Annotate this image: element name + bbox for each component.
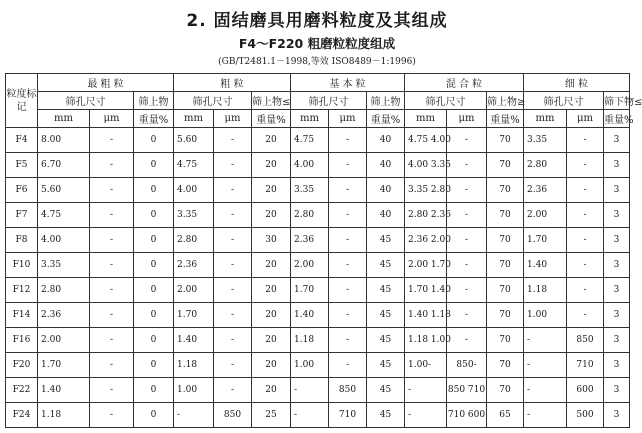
table-cell: 0 xyxy=(134,178,174,203)
table-cell: - xyxy=(291,378,329,403)
table-cell: 40 xyxy=(367,203,405,228)
table-cell: - xyxy=(567,178,604,203)
table-cell: 4.75 xyxy=(174,153,214,178)
grain-size-table xyxy=(5,73,642,428)
table-cell: 3 xyxy=(604,303,630,328)
table-cell: - xyxy=(90,403,134,428)
table-cell: 4.00 xyxy=(38,228,90,253)
table-cell: 0 xyxy=(134,153,174,178)
table-cell: - xyxy=(214,178,252,203)
table-cell: - xyxy=(329,178,367,203)
grit-designation-cell: F10 xyxy=(6,253,38,278)
header-row-groups xyxy=(6,74,630,92)
table-cell: 40 xyxy=(367,178,405,203)
unit-um: μm xyxy=(447,110,487,128)
grit-designation-cell: F8 xyxy=(6,228,38,253)
table-cell: 30 xyxy=(252,228,291,253)
table-cell: 500 xyxy=(567,403,604,428)
table-cell: 1.40 xyxy=(524,253,567,278)
table-cell: - xyxy=(447,303,487,328)
table-cell: 850 xyxy=(214,403,252,428)
header-row-units xyxy=(6,110,630,128)
table-cell: - xyxy=(567,303,604,328)
table-cell: 40 xyxy=(367,153,405,178)
table-cell: 1.40 xyxy=(174,328,214,353)
table-cell: 3.35 xyxy=(291,178,329,203)
table-cell: 1.70 xyxy=(291,278,329,303)
table-cell: 2.00 xyxy=(38,328,90,353)
table-cell: - xyxy=(567,228,604,253)
unit-mm: mm xyxy=(174,110,214,128)
table-cell: - xyxy=(90,253,134,278)
unit-mm: mm xyxy=(38,110,90,128)
table-cell: 2.36 xyxy=(174,253,214,278)
table-cell: 6.70 xyxy=(38,153,90,178)
table-cell: 3 xyxy=(604,178,630,203)
retained-header: 筛上物 xyxy=(367,92,405,110)
table-cell: 4.00 3.35 xyxy=(405,153,447,178)
group-header: 粗 粒 xyxy=(174,74,291,92)
table-cell: 710 xyxy=(567,353,604,378)
table-cell: - xyxy=(329,128,367,153)
table-cell: 20 xyxy=(252,353,291,378)
table-cell: - xyxy=(447,203,487,228)
grit-designation-cell: F16 xyxy=(6,328,38,353)
table-cell: 1.00 xyxy=(524,303,567,328)
table-cell: 2.36 xyxy=(291,228,329,253)
table-cell: 1.70 1.40 xyxy=(405,278,447,303)
table-cell: - xyxy=(214,153,252,178)
grit-designation-cell: F24 xyxy=(6,403,38,428)
table-row xyxy=(6,228,630,253)
table-cell: 0 xyxy=(134,203,174,228)
table-cell: 1.00 xyxy=(291,353,329,378)
table-cell: 20 xyxy=(252,178,291,203)
table-cell: 3 xyxy=(604,203,630,228)
table-cell: - xyxy=(90,353,134,378)
table-cell: 2.36 2.00 xyxy=(405,228,447,253)
table-cell: - xyxy=(405,378,447,403)
unit-weight: 重量% xyxy=(604,110,630,128)
table-cell: 45 xyxy=(367,353,405,378)
table-cell: - xyxy=(329,303,367,328)
table-cell: 45 xyxy=(367,378,405,403)
table-cell: - xyxy=(447,328,487,353)
unit-um: μm xyxy=(214,110,252,128)
table-cell: - xyxy=(567,278,604,303)
table-cell: 3.35 2.80 xyxy=(405,178,447,203)
table-cell: 20 xyxy=(252,303,291,328)
table-cell: - xyxy=(405,403,447,428)
table-cell: 0 xyxy=(134,228,174,253)
table-cell: 2.00 xyxy=(524,203,567,228)
table-cell: - xyxy=(90,153,134,178)
table-cell: 20 xyxy=(252,153,291,178)
table-cell: - xyxy=(567,203,604,228)
table-cell: - xyxy=(214,328,252,353)
table-cell: 0 xyxy=(134,353,174,378)
grit-designation-cell: F14 xyxy=(6,303,38,328)
group-header: 最 粗 粒 xyxy=(38,74,174,92)
table-cell: - xyxy=(214,278,252,303)
table-cell: - xyxy=(90,228,134,253)
table-cell: 4.75 xyxy=(38,203,90,228)
table-cell: 2.80 xyxy=(38,278,90,303)
table-cell: 20 xyxy=(252,128,291,153)
table-cell: 20 xyxy=(252,278,291,303)
table-cell: - xyxy=(214,353,252,378)
table-cell: 20 xyxy=(252,203,291,228)
table-row xyxy=(6,178,630,203)
table-cell: 0 xyxy=(134,253,174,278)
table-cell: 1.70 xyxy=(524,228,567,253)
table-cell: - xyxy=(567,253,604,278)
table-cell: - xyxy=(447,153,487,178)
table-row xyxy=(6,328,630,353)
table-cell: 70 xyxy=(487,328,524,353)
table-cell: - xyxy=(329,353,367,378)
table-cell: - xyxy=(329,203,367,228)
table-cell: 1.18 xyxy=(38,403,90,428)
table-cell: - xyxy=(214,128,252,153)
unit-mm: mm xyxy=(524,110,567,128)
table-subtitle: F4～F220 粗磨粒粒度组成 xyxy=(238,36,396,51)
table-cell: - xyxy=(90,178,134,203)
table-cell: 70 xyxy=(487,128,524,153)
table-cell: 45 xyxy=(367,303,405,328)
grit-designation-cell: F5 xyxy=(6,153,38,178)
table-cell: 70 xyxy=(487,278,524,303)
table-cell: 1.40 1.18 xyxy=(405,303,447,328)
table-cell: 2.80 xyxy=(291,203,329,228)
table-cell: 710 xyxy=(329,403,367,428)
table-cell: 20 xyxy=(252,378,291,403)
table-cell: 4.00 xyxy=(174,178,214,203)
table-cell: 0 xyxy=(134,278,174,303)
table-cell: 4.75 4.00 xyxy=(405,128,447,153)
table-cell: 70 xyxy=(487,228,524,253)
table-cell: 70 xyxy=(487,378,524,403)
table-cell: 45 xyxy=(367,403,405,428)
table-cell: - xyxy=(214,203,252,228)
table-row xyxy=(6,353,630,378)
table-cell: - xyxy=(90,328,134,353)
table-cell: 1.18 1.00 xyxy=(405,328,447,353)
table-cell: 25 xyxy=(252,403,291,428)
unit-weight: 重量% xyxy=(367,110,405,128)
table-cell: - xyxy=(329,153,367,178)
table-row xyxy=(6,403,630,428)
table-cell: 2.36 xyxy=(38,303,90,328)
table-cell: 1.70 xyxy=(38,353,90,378)
table-cell: 2.00 xyxy=(291,253,329,278)
table-cell: - xyxy=(90,278,134,303)
table-cell: - xyxy=(567,128,604,153)
table-cell: 3 xyxy=(604,228,630,253)
table-cell: - xyxy=(329,278,367,303)
table-cell: 850 710 xyxy=(447,378,487,403)
table-cell: 20 xyxy=(252,253,291,278)
table-cell: - xyxy=(90,128,134,153)
table-cell: 1.40 xyxy=(38,378,90,403)
table-cell: - xyxy=(329,253,367,278)
table-cell: 3 xyxy=(604,253,630,278)
table-cell: 1.00- xyxy=(405,353,447,378)
table-cell: - xyxy=(447,228,487,253)
table-cell: - xyxy=(447,128,487,153)
table-cell: 850 xyxy=(329,378,367,403)
table-cell: 5.60 xyxy=(174,128,214,153)
table-cell: - xyxy=(291,403,329,428)
table-row xyxy=(6,128,630,153)
retained-header: 筛上物 xyxy=(134,92,174,110)
table-cell: 2.80 xyxy=(524,153,567,178)
table-cell: - xyxy=(90,303,134,328)
table-cell: - xyxy=(214,303,252,328)
table-row xyxy=(6,153,630,178)
unit-mm: mm xyxy=(291,110,329,128)
table-cell: 3 xyxy=(604,403,630,428)
standard-reference: (GB/T2481.1－1998,等效 ISO8489－1:1996) xyxy=(218,57,416,67)
table-cell: 3.35 xyxy=(38,253,90,278)
unit-um: μm xyxy=(329,110,367,128)
retained-le-header: 筛上物≤ xyxy=(252,92,291,110)
header-row-criteria xyxy=(6,92,630,110)
grit-designation-cell: F20 xyxy=(6,353,38,378)
table-row xyxy=(6,278,630,303)
table-cell: 70 xyxy=(487,353,524,378)
table-cell: 4.75 xyxy=(291,128,329,153)
table-cell: 0 xyxy=(134,328,174,353)
table-cell: - xyxy=(447,278,487,303)
table-cell: - xyxy=(174,403,214,428)
table-cell: 3 xyxy=(604,328,630,353)
grit-designation-cell: F12 xyxy=(6,278,38,303)
table-cell: 0 xyxy=(134,403,174,428)
table-cell: 70 xyxy=(487,203,524,228)
table-cell: 20 xyxy=(252,328,291,353)
unit-um: μm xyxy=(90,110,134,128)
table-cell: 3 xyxy=(604,128,630,153)
sieve-size-header: 筛孔尺寸 xyxy=(38,92,134,110)
retained-ge-header: 筛上物≥ xyxy=(487,92,524,110)
table-cell: 4.00 xyxy=(291,153,329,178)
unit-weight: 重量% xyxy=(487,110,524,128)
table-cell: - xyxy=(214,378,252,403)
table-row xyxy=(6,203,630,228)
table-cell: - xyxy=(214,253,252,278)
table-cell: - xyxy=(90,378,134,403)
table-cell: 70 xyxy=(487,303,524,328)
unit-weight: 重量% xyxy=(252,110,291,128)
table-cell: 5.60 xyxy=(38,178,90,203)
unit-um: μm xyxy=(567,110,604,128)
table-cell: 0 xyxy=(134,128,174,153)
unit-weight: 重量% xyxy=(134,110,174,128)
group-header: 细 粒 xyxy=(524,74,630,92)
table-cell: 3 xyxy=(604,353,630,378)
table-cell: 45 xyxy=(367,328,405,353)
table-cell: - xyxy=(524,403,567,428)
sieve-size-header: 筛孔尺寸 xyxy=(174,92,252,110)
table-cell: 45 xyxy=(367,278,405,303)
table-cell: 45 xyxy=(367,228,405,253)
table-cell: 0 xyxy=(134,303,174,328)
grit-designation-cell: F7 xyxy=(6,203,38,228)
table-cell: 3 xyxy=(604,153,630,178)
table-cell: 3 xyxy=(604,278,630,303)
table-cell: - xyxy=(524,378,567,403)
table-cell: 850- xyxy=(447,353,487,378)
table-cell: 65 xyxy=(487,403,524,428)
table-cell: 8.00 xyxy=(38,128,90,153)
sieve-size-header: 筛孔尺寸 xyxy=(291,92,367,110)
passing-le-header: 筛下物≤ xyxy=(604,92,630,110)
table-cell: 3.35 xyxy=(174,203,214,228)
table-cell: - xyxy=(447,253,487,278)
table-row xyxy=(6,378,630,403)
table-cell: 1.18 xyxy=(291,328,329,353)
table-cell: - xyxy=(524,353,567,378)
unit-mm: mm xyxy=(405,110,447,128)
table-cell: - xyxy=(214,228,252,253)
table-cell: 1.18 xyxy=(524,278,567,303)
page-title: 2. 固结磨具用磨料粒度及其组成 xyxy=(186,11,448,31)
table-cell: 45 xyxy=(367,253,405,278)
corner-header: 粒度标记 xyxy=(6,74,38,128)
table-cell: 40 xyxy=(367,128,405,153)
table-cell: - xyxy=(329,328,367,353)
table-cell: 1.70 xyxy=(174,303,214,328)
table-cell: 850 xyxy=(567,328,604,353)
grit-designation-cell: F4 xyxy=(6,128,38,153)
table-cell: 1.18 xyxy=(174,353,214,378)
grit-designation-cell: F22 xyxy=(6,378,38,403)
table-cell: - xyxy=(567,153,604,178)
table-row xyxy=(6,253,630,278)
grit-designation-cell: F6 xyxy=(6,178,38,203)
table-cell: - xyxy=(447,178,487,203)
table-cell: 2.00 1.70 xyxy=(405,253,447,278)
table-cell: 3 xyxy=(604,378,630,403)
table-cell: 600 xyxy=(567,378,604,403)
table-cell: 2.36 xyxy=(524,178,567,203)
table-cell: - xyxy=(329,228,367,253)
sieve-size-header: 筛孔尺寸 xyxy=(405,92,487,110)
table-cell: 3.35 xyxy=(524,128,567,153)
table-cell: 710 600 xyxy=(447,403,487,428)
table-cell: 1.00 xyxy=(174,378,214,403)
sieve-size-header: 筛孔尺寸 xyxy=(524,92,604,110)
table-row xyxy=(6,303,630,328)
table-cell: 2.80 xyxy=(174,228,214,253)
group-header: 基 本 粒 xyxy=(291,74,405,92)
table-cell: 0 xyxy=(134,378,174,403)
table-cell: - xyxy=(524,328,567,353)
table-cell: 1.40 xyxy=(291,303,329,328)
table-cell: 2.80 2.36 xyxy=(405,203,447,228)
table-cell: 70 xyxy=(487,253,524,278)
table-cell: 70 xyxy=(487,153,524,178)
group-header: 混 合 粒 xyxy=(405,74,524,92)
table-cell: 2.00 xyxy=(174,278,214,303)
table-cell: - xyxy=(90,203,134,228)
table-cell: 70 xyxy=(487,178,524,203)
